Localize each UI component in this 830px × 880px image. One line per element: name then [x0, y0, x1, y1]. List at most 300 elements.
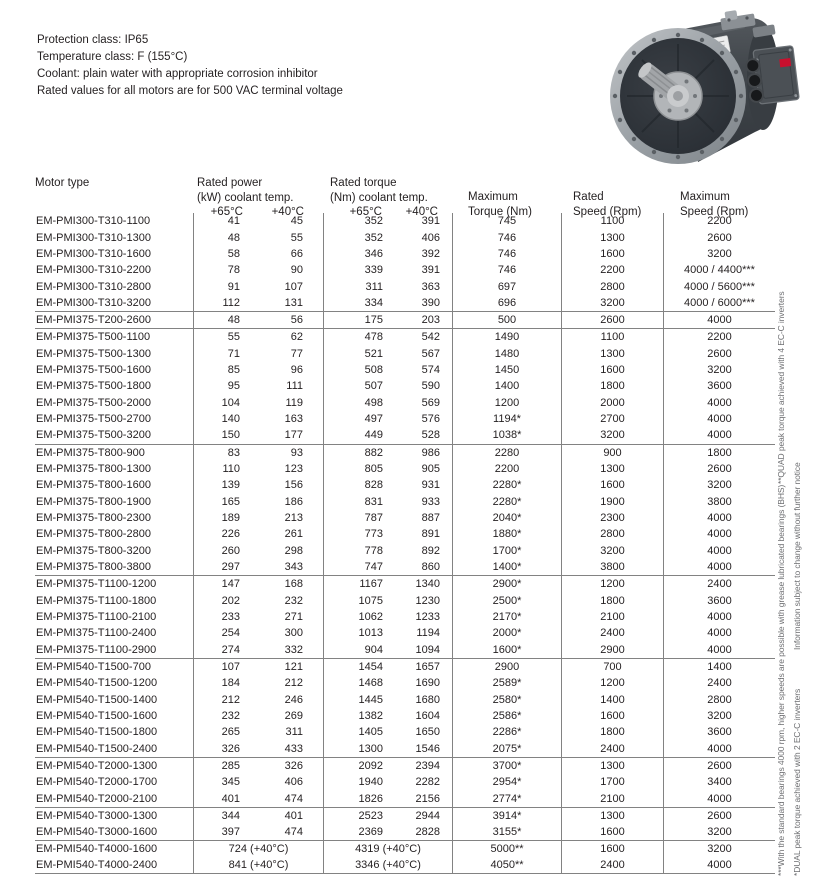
value-cell: 1600 — [561, 477, 663, 493]
value-cell: 1604 — [415, 709, 440, 722]
value-cell: 91 — [193, 279, 247, 295]
value-cell: 2580* — [452, 691, 561, 707]
value-cell: 1300 — [561, 345, 663, 361]
table-row — [35, 427, 775, 443]
value-cell: 805 — [323, 461, 390, 477]
value-cell: 860 — [421, 561, 440, 574]
value-cell: 343 — [284, 561, 303, 574]
value-cell: 1940 — [323, 774, 390, 790]
value-cell: 2400 — [561, 857, 663, 874]
motor-type-cell: EM-PMI375-T1100-2900 — [36, 643, 157, 656]
value-cell: 150 — [193, 427, 247, 443]
table-row — [35, 493, 775, 509]
value-cell: 900 — [561, 444, 663, 461]
motor-type-cell: EM-PMI540-T3000-1300 — [35, 807, 193, 824]
value-cell: 831 — [323, 493, 390, 509]
value-cell: 2400 — [561, 741, 663, 757]
value-cell: 521 — [323, 345, 390, 361]
value-cell: 449 — [323, 427, 390, 443]
table-row — [35, 362, 775, 378]
table-row — [35, 444, 775, 461]
motor-type-cell: EM-PMI375-T800-2800 — [36, 528, 151, 541]
table-row — [35, 724, 775, 740]
value-cell: 1680 — [415, 693, 440, 706]
value-cell: 882 — [323, 444, 390, 461]
value-cell: 2600 — [663, 345, 775, 361]
value-cell: 2954* — [452, 774, 561, 790]
value-cell: 58 — [193, 246, 247, 262]
value-cell: 3200 — [561, 543, 663, 559]
value-cell: 2400 — [561, 625, 663, 641]
value-cell: 1038* — [452, 427, 561, 443]
footnote-change-notice: Information subject to change without further notice — [792, 462, 802, 650]
value-cell: 700 — [561, 658, 663, 675]
value-cell: 2900 — [452, 658, 561, 675]
value-cell: 363 — [421, 280, 440, 293]
value-cell: 202 — [193, 592, 247, 608]
value-cell: 746 — [452, 229, 561, 245]
table-row — [35, 543, 775, 559]
value-cell: 2075* — [452, 741, 561, 757]
motor-type-cell: EM-PMI540-T1500-1400 — [36, 693, 158, 706]
value-cell: 397 — [193, 824, 247, 840]
value-cell: 1445 — [323, 691, 390, 707]
col-header-max-torque: Maximum Torque (Nm) — [468, 191, 532, 218]
value-cell: 3800 — [663, 493, 775, 509]
value-cell: 111 — [286, 380, 303, 393]
value-cell: 344 — [193, 807, 247, 824]
value-cell: 2523 — [323, 807, 390, 824]
value-cell: 3200 — [663, 477, 775, 493]
table-row — [35, 609, 775, 625]
table-row — [35, 213, 775, 229]
value-cell: 391 — [421, 215, 440, 228]
value-cell: 4000 — [663, 642, 775, 658]
value-cell: 1450 — [452, 362, 561, 378]
value-cell: 747 — [323, 559, 390, 575]
value-cell: 498 — [323, 395, 390, 411]
value-cell: 123 — [284, 462, 303, 475]
value-cell: 391 — [421, 264, 440, 277]
value-cell: 352 — [323, 213, 390, 229]
value-cell: 1300 — [561, 229, 663, 245]
value-cell: 212 — [193, 691, 247, 707]
motor-spec-table — [35, 213, 775, 874]
table-row — [35, 229, 775, 245]
table-row — [35, 675, 775, 691]
motor-type-cell: EM-PMI540-T1500-1800 — [36, 726, 158, 739]
motor-type-cell: EM-PMI375-T1100-2400 — [36, 627, 157, 640]
value-cell: 326 — [193, 741, 247, 757]
value-cell: 45 — [290, 215, 303, 228]
table-row — [35, 526, 775, 542]
value-cell: 2000 — [561, 395, 663, 411]
value-cell: 96 — [290, 363, 303, 376]
value-cell: 3600 — [663, 592, 775, 608]
motor-type-cell: EM-PMI540-T1500-1600 — [36, 709, 158, 722]
value-cell: 1657 — [390, 658, 452, 675]
value-cell: 4000 — [663, 857, 775, 874]
table-row — [35, 575, 775, 592]
value-cell: 1167 — [323, 575, 390, 592]
value-cell: 507 — [323, 378, 390, 394]
value-cell: 697 — [452, 279, 561, 295]
value-cell: 55 — [290, 231, 303, 244]
value-cell: 297 — [193, 559, 247, 575]
motor-type-cell: EM-PMI375-T800-1600 — [36, 479, 151, 492]
table-row — [35, 246, 775, 262]
value-cell: 104 — [193, 395, 247, 411]
footnote-quad-torque: **QUAD peak torque achieved with 4 EC-C inverters — [776, 291, 786, 484]
value-cell: 1650 — [415, 726, 440, 739]
value-cell: 1400 — [663, 658, 775, 675]
value-cell: 326 — [247, 757, 323, 774]
value-cell: 1094 — [415, 643, 440, 656]
motor-type-cell: EM-PMI375-T500-2000 — [36, 396, 151, 409]
value-cell: 3400 — [663, 774, 775, 790]
value-cell: 1600* — [452, 642, 561, 658]
footnote-bearings: ***With the standard bearings 4000 rpm, higher speeds are possible with grease lubricated bearings (BHS) — [776, 484, 786, 876]
value-cell: 1200 — [452, 395, 561, 411]
value-cell: 2100 — [561, 790, 663, 806]
value-cell: 78 — [193, 262, 247, 278]
motor-type-cell: EM-PMI300-T310-1300 — [36, 231, 151, 244]
motor-type-cell: EM-PMI300-T310-2800 — [36, 280, 151, 293]
value-cell: 2900* — [452, 575, 561, 592]
value-cell: 401 — [247, 807, 323, 824]
value-cell: 3700* — [452, 757, 561, 774]
value-cell: 4000 — [663, 790, 775, 806]
value-cell: 62 — [247, 328, 323, 345]
value-cell: 1194 — [416, 627, 440, 640]
col-header-torque-65c: +65°C — [349, 206, 382, 218]
value-cell: 1300 — [323, 741, 390, 757]
table-row — [35, 510, 775, 526]
motor-type-cell: EM-PMI540-T4000-2400 — [35, 857, 193, 874]
value-cell: 392 — [421, 247, 440, 260]
value-cell: 2600 — [663, 461, 775, 477]
footnote-dual-torque: *DUAL peak torque achieved with 2 EC-C inverters — [792, 688, 802, 876]
table-row — [35, 790, 775, 806]
value-cell: 4050** — [452, 857, 561, 874]
value-cell: 83 — [193, 444, 247, 461]
motor-type-cell: EM-PMI375-T800-2300 — [36, 512, 151, 525]
value-cell: 168 — [247, 575, 323, 592]
motor-type-cell: EM-PMI540-T4000-1600 — [35, 840, 193, 857]
value-cell: 66 — [290, 247, 303, 260]
value-cell: 1454 — [323, 658, 390, 675]
value-cell: 95 — [193, 378, 247, 394]
value-cell: 311 — [285, 726, 303, 739]
value-cell: 2900 — [561, 642, 663, 658]
value-cell: 746 — [452, 246, 561, 262]
value-cell: 2300 — [561, 510, 663, 526]
value-cell: 300 — [284, 627, 303, 640]
value-cell: 1600 — [561, 824, 663, 840]
value-cell: 1013 — [323, 625, 390, 641]
value-cell: 260 — [193, 543, 247, 559]
motor-type-cell: EM-PMI300-T310-1600 — [36, 247, 151, 260]
value-cell: 933 — [421, 495, 440, 508]
value-cell: 2800 — [561, 279, 663, 295]
value-cell: 4000 — [663, 395, 775, 411]
motor-front-face — [610, 28, 746, 164]
spec-line-protection: Protection class: IP65 — [37, 34, 149, 46]
motor-type-cell: EM-PMI300-T310-2200 — [36, 264, 151, 277]
value-cell: 1700 — [561, 774, 663, 790]
value-cell: 508 — [323, 362, 390, 378]
value-cell: 1490 — [452, 328, 561, 345]
motor-type-cell: EM-PMI375-T1100-1200 — [35, 575, 193, 592]
value-cell: 1340 — [390, 575, 452, 592]
value-cell: 4319 (+40°C) — [323, 840, 452, 857]
value-cell: 2500* — [452, 592, 561, 608]
value-cell: 139 — [193, 477, 247, 493]
value-cell: 184 — [193, 675, 247, 691]
value-cell: 1700* — [452, 543, 561, 559]
value-cell: 55 — [193, 328, 247, 345]
value-cell: 1800 — [561, 724, 663, 740]
col-header-power-unit: (kW) coolant temp. — [197, 192, 294, 204]
value-cell: 189 — [193, 510, 247, 526]
value-cell: 119 — [285, 396, 303, 409]
value-cell: 2092 — [323, 757, 390, 774]
value-cell: 1100 — [561, 328, 663, 345]
value-cell: 311 — [323, 279, 390, 295]
value-cell: 2600 — [663, 229, 775, 245]
value-cell: 3155* — [452, 824, 561, 840]
value-cell: 1468 — [323, 675, 390, 691]
value-cell: 904 — [323, 642, 390, 658]
value-cell: 2800 — [663, 691, 775, 707]
table-row — [35, 642, 775, 658]
motor-type-cell: EM-PMI375-T1100-1800 — [36, 594, 157, 607]
motor-type-cell: EM-PMI540-T1500-2400 — [36, 742, 158, 755]
value-cell: 474 — [284, 825, 303, 838]
value-cell: 226 — [193, 526, 247, 542]
value-cell: 1600 — [561, 362, 663, 378]
value-cell: 107 — [284, 280, 303, 293]
value-cell: 1800 — [663, 444, 775, 461]
value-cell: 390 — [421, 297, 440, 310]
table-row — [35, 311, 775, 328]
motor-type-cell: EM-PMI375-T800-1900 — [36, 495, 151, 508]
value-cell: 2286* — [452, 724, 561, 740]
motor-type-cell: EM-PMI375-T500-3200 — [36, 429, 151, 442]
value-cell: 1826 — [323, 790, 390, 806]
value-cell: 2700 — [561, 411, 663, 427]
motor-type-cell: EM-PMI375-T800-3200 — [36, 544, 151, 557]
value-cell: 724 (+40°C) — [193, 840, 323, 857]
value-cell: 4000 / 4400*** — [663, 262, 775, 278]
spec-notes — [37, 32, 343, 100]
value-cell: 85 — [193, 362, 247, 378]
value-cell: 90 — [290, 264, 303, 277]
value-cell: 1230 — [415, 594, 440, 607]
value-cell: 773 — [323, 526, 390, 542]
value-cell: 334 — [323, 295, 390, 311]
table-row — [35, 807, 775, 824]
value-cell: 2600 — [663, 757, 775, 774]
value-cell: 3600 — [663, 724, 775, 740]
value-cell: 1405 — [323, 724, 390, 740]
table-row — [35, 840, 775, 857]
value-cell: 478 — [323, 328, 390, 345]
value-cell: 298 — [284, 544, 303, 557]
table-row — [35, 262, 775, 278]
value-cell: 542 — [390, 328, 452, 345]
value-cell: 110 — [193, 461, 247, 477]
value-cell: 352 — [323, 229, 390, 245]
value-cell: 346 — [323, 246, 390, 262]
value-cell: 4000 / 5600*** — [663, 279, 775, 295]
table-row — [35, 295, 775, 311]
value-cell: 3200 — [561, 295, 663, 311]
value-cell: 1400 — [452, 378, 561, 394]
spec-line-rated-values: Rated values for all motors are for 500 VAC terminal voltage — [37, 85, 343, 97]
value-cell: 140 — [193, 411, 247, 427]
value-cell: 2200 — [663, 213, 775, 229]
value-cell: 1600 — [561, 708, 663, 724]
value-cell: 163 — [284, 413, 303, 426]
value-cell: 1880* — [452, 526, 561, 542]
value-cell: 3200 — [663, 824, 775, 840]
motor-type-cell: EM-PMI375-T500-2700 — [36, 413, 151, 426]
col-header-rated-power: Rated power — [197, 177, 263, 189]
value-cell: 1546 — [415, 742, 440, 755]
value-cell: 165 — [193, 493, 247, 509]
value-cell: 1400 — [561, 691, 663, 707]
value-cell: 1075 — [323, 592, 390, 608]
value-cell: 131 — [284, 297, 303, 310]
value-cell: 2586* — [452, 708, 561, 724]
value-cell: 156 — [284, 479, 303, 492]
value-cell: 177 — [284, 429, 303, 442]
value-cell: 1600 — [561, 840, 663, 857]
motor-type-cell: EM-PMI540-T2000-2100 — [36, 792, 158, 805]
value-cell: 2282 — [415, 776, 440, 789]
value-cell: 745 — [452, 213, 561, 229]
value-cell: 828 — [323, 477, 390, 493]
value-cell: 2280* — [452, 493, 561, 509]
value-cell: 2369 — [323, 824, 390, 840]
value-cell: 1600 — [561, 246, 663, 262]
value-cell: 285 — [193, 757, 247, 774]
motor-type-cell: EM-PMI375-T200-2600 — [35, 311, 193, 328]
value-cell: 107 — [193, 658, 247, 675]
value-cell: 2200 — [561, 262, 663, 278]
value-cell: 528 — [421, 429, 440, 442]
value-cell: 931 — [421, 479, 440, 492]
value-cell: 887 — [421, 512, 440, 525]
table-row — [35, 461, 775, 477]
value-cell: 4000 — [663, 741, 775, 757]
value-cell: 2280 — [452, 444, 561, 461]
value-cell: 56 — [247, 311, 323, 328]
table-row — [35, 824, 775, 840]
value-cell: 3346 (+40°C) — [323, 857, 452, 874]
value-cell: 2200 — [452, 461, 561, 477]
value-cell: 2400 — [663, 575, 775, 592]
value-cell: 3200 — [561, 427, 663, 443]
value-cell: 2170* — [452, 609, 561, 625]
value-cell: 232 — [193, 708, 247, 724]
value-cell: 274 — [193, 642, 247, 658]
value-cell: 3600 — [663, 378, 775, 394]
value-cell: 233 — [193, 609, 247, 625]
motor-type-cell: EM-PMI375-T1100-2100 — [36, 611, 157, 623]
value-cell: 406 — [421, 231, 440, 244]
value-cell: 2200 — [663, 328, 775, 345]
table-row — [35, 411, 775, 427]
table-row — [35, 774, 775, 790]
table-row — [35, 328, 775, 345]
value-cell: 892 — [421, 544, 440, 557]
value-cell: 1062 — [323, 609, 390, 625]
motor-type-cell: EM-PMI375-T500-1800 — [36, 380, 151, 393]
value-cell: 48 — [193, 229, 247, 245]
value-cell: 1382 — [323, 708, 390, 724]
value-cell: 71 — [193, 345, 247, 361]
motor-type-cell: EM-PMI300-T310-3200 — [36, 297, 151, 310]
value-cell: 746 — [452, 262, 561, 278]
motor-type-cell: EM-PMI375-T800-1300 — [36, 462, 151, 475]
motor-type-cell: EM-PMI540-T1500-700 — [35, 658, 193, 675]
value-cell: 474 — [284, 792, 303, 805]
brand-label — [779, 58, 791, 67]
value-cell: 1900 — [561, 493, 663, 509]
value-cell: 1300 — [561, 461, 663, 477]
spec-line-coolant: Coolant: plain water with appropriate corrosion inhibitor — [37, 68, 318, 80]
value-cell: 696 — [452, 295, 561, 311]
value-cell: 332 — [284, 643, 303, 656]
motor-type-cell: EM-PMI375-T800-900 — [35, 444, 193, 461]
value-cell: 567 — [421, 347, 440, 360]
value-cell: 4000 — [663, 311, 775, 328]
value-cell: 121 — [247, 658, 323, 675]
value-cell: 574 — [421, 363, 440, 376]
value-cell: 339 — [323, 262, 390, 278]
value-cell: 2394 — [390, 757, 452, 774]
value-cell: 2156 — [415, 792, 440, 805]
value-cell: 4000 / 6000*** — [663, 295, 775, 311]
value-cell: 1690 — [415, 677, 440, 690]
table-row — [35, 691, 775, 707]
value-cell: 265 — [193, 724, 247, 740]
table-row — [35, 279, 775, 295]
value-cell: 213 — [284, 512, 303, 525]
value-cell: 841 (+40°C) — [193, 857, 323, 874]
value-cell: 590 — [421, 380, 440, 393]
col-header-motor-type: Motor type — [35, 177, 90, 189]
table-row — [35, 757, 775, 774]
col-header-torque-40c: +40°C — [405, 206, 438, 218]
value-cell: 1194* — [452, 411, 561, 427]
value-cell: 3200 — [663, 362, 775, 378]
motor-type-cell: EM-PMI540-T2000-1300 — [35, 757, 193, 774]
value-cell: 41 — [193, 213, 247, 229]
value-cell: 2600 — [561, 311, 663, 328]
value-cell: 4000 — [663, 411, 775, 427]
motor-type-cell: EM-PMI375-T500-1300 — [36, 347, 151, 360]
table-row — [35, 378, 775, 394]
value-cell: 1300 — [561, 807, 663, 824]
table-row — [35, 857, 775, 874]
value-cell: 269 — [284, 709, 303, 722]
value-cell: 1400* — [452, 559, 561, 575]
value-cell: 254 — [193, 625, 247, 641]
table-row — [35, 559, 775, 575]
